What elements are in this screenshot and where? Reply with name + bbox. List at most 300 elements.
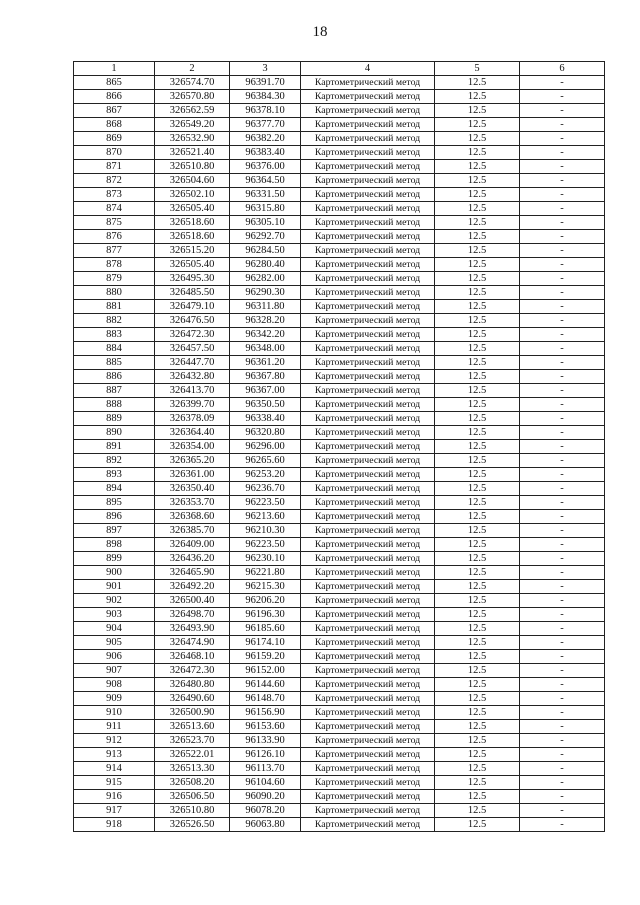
accuracy-cell: 12.5 xyxy=(435,566,520,580)
description-cell: - xyxy=(520,706,605,720)
y-coordinate-cell: 96113.70 xyxy=(230,762,301,776)
x-coordinate-cell: 326506.50 xyxy=(155,790,230,804)
accuracy-cell: 12.5 xyxy=(435,636,520,650)
description-cell: - xyxy=(520,118,605,132)
method-cell: Картометрический метод xyxy=(301,412,435,426)
description-cell: - xyxy=(520,342,605,356)
y-coordinate-cell: 96296.00 xyxy=(230,440,301,454)
method-cell: Картометрический метод xyxy=(301,776,435,790)
description-cell: - xyxy=(520,790,605,804)
method-cell: Картометрический метод xyxy=(301,818,435,832)
table-row xyxy=(74,622,605,636)
table-row xyxy=(74,776,605,790)
accuracy-cell: 12.5 xyxy=(435,468,520,482)
x-coordinate-cell: 326495.30 xyxy=(155,272,230,286)
table-row xyxy=(74,734,605,748)
method-cell: Картометрический метод xyxy=(301,272,435,286)
x-coordinate-cell: 326465.90 xyxy=(155,566,230,580)
description-cell: - xyxy=(520,524,605,538)
point-number-cell: 880 xyxy=(74,286,155,300)
x-coordinate-cell: 326468.10 xyxy=(155,650,230,664)
description-cell: - xyxy=(520,244,605,258)
accuracy-cell: 12.5 xyxy=(435,496,520,510)
column-header: 4 xyxy=(301,62,435,76)
y-coordinate-cell: 96063.80 xyxy=(230,818,301,832)
description-cell: - xyxy=(520,356,605,370)
table-row xyxy=(74,272,605,286)
accuracy-cell: 12.5 xyxy=(435,580,520,594)
x-coordinate-cell: 326447.70 xyxy=(155,356,230,370)
method-cell: Картометрический метод xyxy=(301,300,435,314)
method-cell: Картометрический метод xyxy=(301,160,435,174)
point-number-cell: 896 xyxy=(74,510,155,524)
point-number-cell: 888 xyxy=(74,398,155,412)
table-row xyxy=(74,804,605,818)
y-coordinate-cell: 96148.70 xyxy=(230,692,301,706)
y-coordinate-cell: 96384.30 xyxy=(230,90,301,104)
description-cell: - xyxy=(520,132,605,146)
method-cell: Картометрический метод xyxy=(301,538,435,552)
point-number-cell: 916 xyxy=(74,790,155,804)
method-cell: Картометрический метод xyxy=(301,496,435,510)
point-number-cell: 875 xyxy=(74,216,155,230)
x-coordinate-cell: 326508.20 xyxy=(155,776,230,790)
x-coordinate-cell: 326457.50 xyxy=(155,342,230,356)
method-cell: Картометрический метод xyxy=(301,608,435,622)
table-row xyxy=(74,398,605,412)
y-coordinate-cell: 96320.80 xyxy=(230,426,301,440)
accuracy-cell: 12.5 xyxy=(435,734,520,748)
y-coordinate-cell: 96348.00 xyxy=(230,342,301,356)
accuracy-cell: 12.5 xyxy=(435,776,520,790)
y-coordinate-cell: 96377.70 xyxy=(230,118,301,132)
description-cell: - xyxy=(520,90,605,104)
x-coordinate-cell: 326515.20 xyxy=(155,244,230,258)
table-row xyxy=(74,90,605,104)
column-header: 3 xyxy=(230,62,301,76)
table-row xyxy=(74,370,605,384)
x-coordinate-cell: 326353.70 xyxy=(155,496,230,510)
description-cell: - xyxy=(520,580,605,594)
point-number-cell: 881 xyxy=(74,300,155,314)
y-coordinate-cell: 96350.50 xyxy=(230,398,301,412)
accuracy-cell: 12.5 xyxy=(435,440,520,454)
table-row xyxy=(74,496,605,510)
method-cell: Картометрический метод xyxy=(301,594,435,608)
table-row xyxy=(74,132,605,146)
x-coordinate-cell: 326510.80 xyxy=(155,804,230,818)
table-row xyxy=(74,818,605,832)
method-cell: Картометрический метод xyxy=(301,258,435,272)
column-header: 1 xyxy=(74,62,155,76)
method-cell: Картометрический метод xyxy=(301,202,435,216)
point-number-cell: 865 xyxy=(74,76,155,90)
accuracy-cell: 12.5 xyxy=(435,706,520,720)
table-row xyxy=(74,188,605,202)
description-cell: - xyxy=(520,482,605,496)
table-row xyxy=(74,664,605,678)
method-cell: Картометрический метод xyxy=(301,580,435,594)
accuracy-cell: 12.5 xyxy=(435,412,520,426)
x-coordinate-cell: 326505.40 xyxy=(155,258,230,272)
table-row xyxy=(74,244,605,258)
y-coordinate-cell: 96290.30 xyxy=(230,286,301,300)
point-number-cell: 894 xyxy=(74,482,155,496)
point-number-cell: 876 xyxy=(74,230,155,244)
table-row xyxy=(74,468,605,482)
y-coordinate-cell: 96156.90 xyxy=(230,706,301,720)
table-row xyxy=(74,104,605,118)
table-header xyxy=(74,62,605,76)
description-cell: - xyxy=(520,678,605,692)
table-row xyxy=(74,314,605,328)
x-coordinate-cell: 326368.60 xyxy=(155,510,230,524)
point-number-cell: 918 xyxy=(74,818,155,832)
description-cell: - xyxy=(520,76,605,90)
table-row xyxy=(74,762,605,776)
point-number-cell: 910 xyxy=(74,706,155,720)
x-coordinate-cell: 326399.70 xyxy=(155,398,230,412)
method-cell: Картометрический метод xyxy=(301,90,435,104)
x-coordinate-cell: 326500.90 xyxy=(155,706,230,720)
accuracy-cell: 12.5 xyxy=(435,678,520,692)
accuracy-cell: 12.5 xyxy=(435,202,520,216)
y-coordinate-cell: 96236.70 xyxy=(230,482,301,496)
accuracy-cell: 12.5 xyxy=(435,608,520,622)
accuracy-cell: 12.5 xyxy=(435,342,520,356)
y-coordinate-cell: 96342.20 xyxy=(230,328,301,342)
table-row xyxy=(74,482,605,496)
point-number-cell: 904 xyxy=(74,622,155,636)
x-coordinate-cell: 326479.10 xyxy=(155,300,230,314)
table-row xyxy=(74,692,605,706)
accuracy-cell: 12.5 xyxy=(435,174,520,188)
y-coordinate-cell: 96361.20 xyxy=(230,356,301,370)
method-cell: Картометрический метод xyxy=(301,230,435,244)
accuracy-cell: 12.5 xyxy=(435,76,520,90)
accuracy-cell: 12.5 xyxy=(435,104,520,118)
table-row xyxy=(74,510,605,524)
method-cell: Картометрический метод xyxy=(301,398,435,412)
method-cell: Картометрический метод xyxy=(301,188,435,202)
y-coordinate-cell: 96391.70 xyxy=(230,76,301,90)
accuracy-cell: 12.5 xyxy=(435,510,520,524)
method-cell: Картометрический метод xyxy=(301,454,435,468)
accuracy-cell: 12.5 xyxy=(435,370,520,384)
y-coordinate-cell: 96311.80 xyxy=(230,300,301,314)
point-number-cell: 898 xyxy=(74,538,155,552)
y-coordinate-cell: 96126.10 xyxy=(230,748,301,762)
y-coordinate-cell: 96328.20 xyxy=(230,314,301,328)
page-number: 18 xyxy=(312,24,328,40)
x-coordinate-cell: 326521.40 xyxy=(155,146,230,160)
x-coordinate-cell: 326562.59 xyxy=(155,104,230,118)
description-cell: - xyxy=(520,552,605,566)
x-coordinate-cell: 326472.30 xyxy=(155,664,230,678)
y-coordinate-cell: 96104.60 xyxy=(230,776,301,790)
table-row xyxy=(74,174,605,188)
point-number-cell: 893 xyxy=(74,468,155,482)
x-coordinate-cell: 326480.80 xyxy=(155,678,230,692)
description-cell: - xyxy=(520,286,605,300)
point-number-cell: 871 xyxy=(74,160,155,174)
table-row xyxy=(74,286,605,300)
y-coordinate-cell: 96230.10 xyxy=(230,552,301,566)
accuracy-cell: 12.5 xyxy=(435,230,520,244)
y-coordinate-cell: 96367.80 xyxy=(230,370,301,384)
accuracy-cell: 12.5 xyxy=(435,398,520,412)
method-cell: Картометрический метод xyxy=(301,244,435,258)
method-cell: Картометрический метод xyxy=(301,734,435,748)
y-coordinate-cell: 96382.20 xyxy=(230,132,301,146)
x-coordinate-cell: 326492.20 xyxy=(155,580,230,594)
table-row xyxy=(74,412,605,426)
accuracy-cell: 12.5 xyxy=(435,482,520,496)
point-number-cell: 909 xyxy=(74,692,155,706)
table-row xyxy=(74,328,605,342)
method-cell: Картометрический метод xyxy=(301,650,435,664)
accuracy-cell: 12.5 xyxy=(435,188,520,202)
point-number-cell: 900 xyxy=(74,566,155,580)
y-coordinate-cell: 96174.10 xyxy=(230,636,301,650)
table-row xyxy=(74,230,605,244)
y-coordinate-cell: 96383.40 xyxy=(230,146,301,160)
method-cell: Картометрический метод xyxy=(301,426,435,440)
point-number-cell: 869 xyxy=(74,132,155,146)
description-cell: - xyxy=(520,720,605,734)
description-cell: - xyxy=(520,748,605,762)
accuracy-cell: 12.5 xyxy=(435,650,520,664)
accuracy-cell: 12.5 xyxy=(435,328,520,342)
y-coordinate-cell: 96280.40 xyxy=(230,258,301,272)
x-coordinate-cell: 326522.01 xyxy=(155,748,230,762)
accuracy-cell: 12.5 xyxy=(435,664,520,678)
table-row xyxy=(74,594,605,608)
x-coordinate-cell: 326518.60 xyxy=(155,230,230,244)
accuracy-cell: 12.5 xyxy=(435,426,520,440)
description-cell: - xyxy=(520,454,605,468)
point-number-cell: 899 xyxy=(74,552,155,566)
x-coordinate-cell: 326350.40 xyxy=(155,482,230,496)
x-coordinate-cell: 326409.00 xyxy=(155,538,230,552)
accuracy-cell: 12.5 xyxy=(435,132,520,146)
x-coordinate-cell: 326413.70 xyxy=(155,384,230,398)
x-coordinate-cell: 326532.90 xyxy=(155,132,230,146)
table-row xyxy=(74,440,605,454)
description-cell: - xyxy=(520,762,605,776)
description-cell: - xyxy=(520,188,605,202)
x-coordinate-cell: 326485.50 xyxy=(155,286,230,300)
table-row xyxy=(74,748,605,762)
point-number-cell: 886 xyxy=(74,370,155,384)
description-cell: - xyxy=(520,104,605,118)
description-cell: - xyxy=(520,510,605,524)
table-row xyxy=(74,790,605,804)
x-coordinate-cell: 326476.50 xyxy=(155,314,230,328)
point-number-cell: 879 xyxy=(74,272,155,286)
description-cell: - xyxy=(520,594,605,608)
point-number-cell: 901 xyxy=(74,580,155,594)
x-coordinate-cell: 326474.90 xyxy=(155,636,230,650)
accuracy-cell: 12.5 xyxy=(435,272,520,286)
accuracy-cell: 12.5 xyxy=(435,804,520,818)
y-coordinate-cell: 96215.30 xyxy=(230,580,301,594)
description-cell: - xyxy=(520,426,605,440)
y-coordinate-cell: 96284.50 xyxy=(230,244,301,258)
table-row xyxy=(74,608,605,622)
y-coordinate-cell: 96159.20 xyxy=(230,650,301,664)
point-number-cell: 908 xyxy=(74,678,155,692)
table-row xyxy=(74,216,605,230)
table-row xyxy=(74,454,605,468)
point-number-cell: 902 xyxy=(74,594,155,608)
x-coordinate-cell: 326364.40 xyxy=(155,426,230,440)
point-number-cell: 884 xyxy=(74,342,155,356)
table-row xyxy=(74,524,605,538)
table-row xyxy=(74,552,605,566)
table-row xyxy=(74,580,605,594)
y-coordinate-cell: 96153.60 xyxy=(230,720,301,734)
point-number-cell: 913 xyxy=(74,748,155,762)
table-body xyxy=(74,76,605,832)
point-number-cell: 907 xyxy=(74,664,155,678)
point-number-cell: 912 xyxy=(74,734,155,748)
description-cell: - xyxy=(520,804,605,818)
x-coordinate-cell: 326493.90 xyxy=(155,622,230,636)
point-number-cell: 903 xyxy=(74,608,155,622)
method-cell: Картометрический метод xyxy=(301,132,435,146)
point-number-cell: 892 xyxy=(74,454,155,468)
y-coordinate-cell: 96144.60 xyxy=(230,678,301,692)
description-cell: - xyxy=(520,636,605,650)
description-cell: - xyxy=(520,734,605,748)
description-cell: - xyxy=(520,160,605,174)
method-cell: Картометрический метод xyxy=(301,720,435,734)
accuracy-cell: 12.5 xyxy=(435,454,520,468)
method-cell: Картометрический метод xyxy=(301,356,435,370)
y-coordinate-cell: 96133.90 xyxy=(230,734,301,748)
point-number-cell: 874 xyxy=(74,202,155,216)
description-cell: - xyxy=(520,664,605,678)
point-number-cell: 891 xyxy=(74,440,155,454)
accuracy-cell: 12.5 xyxy=(435,314,520,328)
description-cell: - xyxy=(520,776,605,790)
accuracy-cell: 12.5 xyxy=(435,356,520,370)
accuracy-cell: 12.5 xyxy=(435,524,520,538)
y-coordinate-cell: 96253.20 xyxy=(230,468,301,482)
table-row xyxy=(74,356,605,370)
description-cell: - xyxy=(520,398,605,412)
accuracy-cell: 12.5 xyxy=(435,594,520,608)
point-number-cell: 866 xyxy=(74,90,155,104)
method-cell: Картометрический метод xyxy=(301,104,435,118)
x-coordinate-cell: 326354.00 xyxy=(155,440,230,454)
table-row xyxy=(74,678,605,692)
method-cell: Картометрический метод xyxy=(301,314,435,328)
method-cell: Картометрический метод xyxy=(301,622,435,636)
x-coordinate-cell: 326510.80 xyxy=(155,160,230,174)
method-cell: Картометрический метод xyxy=(301,664,435,678)
method-cell: Картометрический метод xyxy=(301,286,435,300)
x-coordinate-cell: 326498.70 xyxy=(155,608,230,622)
y-coordinate-cell: 96378.10 xyxy=(230,104,301,118)
accuracy-cell: 12.5 xyxy=(435,160,520,174)
accuracy-cell: 12.5 xyxy=(435,538,520,552)
x-coordinate-cell: 326523.70 xyxy=(155,734,230,748)
accuracy-cell: 12.5 xyxy=(435,300,520,314)
description-cell: - xyxy=(520,538,605,552)
description-cell: - xyxy=(520,146,605,160)
y-coordinate-cell: 96078.20 xyxy=(230,804,301,818)
header-row xyxy=(74,62,605,76)
x-coordinate-cell: 326513.30 xyxy=(155,762,230,776)
method-cell: Картометрический метод xyxy=(301,440,435,454)
accuracy-cell: 12.5 xyxy=(435,692,520,706)
y-coordinate-cell: 96185.60 xyxy=(230,622,301,636)
point-number-cell: 897 xyxy=(74,524,155,538)
y-coordinate-cell: 96331.50 xyxy=(230,188,301,202)
point-number-cell: 872 xyxy=(74,174,155,188)
x-coordinate-cell: 326472.30 xyxy=(155,328,230,342)
method-cell: Картометрический метод xyxy=(301,636,435,650)
method-cell: Картометрический метод xyxy=(301,804,435,818)
table-row xyxy=(74,650,605,664)
table-row xyxy=(74,538,605,552)
table-row xyxy=(74,76,605,90)
x-coordinate-cell: 326365.20 xyxy=(155,454,230,468)
x-coordinate-cell: 326518.60 xyxy=(155,216,230,230)
point-number-cell: 882 xyxy=(74,314,155,328)
description-cell: - xyxy=(520,258,605,272)
point-number-cell: 917 xyxy=(74,804,155,818)
accuracy-cell: 12.5 xyxy=(435,720,520,734)
point-number-cell: 915 xyxy=(74,776,155,790)
method-cell: Картометрический метод xyxy=(301,482,435,496)
x-coordinate-cell: 326549.20 xyxy=(155,118,230,132)
method-cell: Картометрический метод xyxy=(301,118,435,132)
description-cell: - xyxy=(520,440,605,454)
x-coordinate-cell: 326432.80 xyxy=(155,370,230,384)
y-coordinate-cell: 96364.50 xyxy=(230,174,301,188)
description-cell: - xyxy=(520,412,605,426)
table-row xyxy=(74,636,605,650)
accuracy-cell: 12.5 xyxy=(435,216,520,230)
column-header: 6 xyxy=(520,62,605,76)
x-coordinate-cell: 326502.10 xyxy=(155,188,230,202)
description-cell: - xyxy=(520,216,605,230)
method-cell: Картометрический метод xyxy=(301,748,435,762)
method-cell: Картометрический метод xyxy=(301,370,435,384)
description-cell: - xyxy=(520,370,605,384)
y-coordinate-cell: 96221.80 xyxy=(230,566,301,580)
y-coordinate-cell: 96090.20 xyxy=(230,790,301,804)
description-cell: - xyxy=(520,384,605,398)
point-number-cell: 885 xyxy=(74,356,155,370)
x-coordinate-cell: 326378.09 xyxy=(155,412,230,426)
y-coordinate-cell: 96367.00 xyxy=(230,384,301,398)
point-number-cell: 870 xyxy=(74,146,155,160)
point-number-cell: 889 xyxy=(74,412,155,426)
point-number-cell: 873 xyxy=(74,188,155,202)
y-coordinate-cell: 96315.80 xyxy=(230,202,301,216)
table-row xyxy=(74,202,605,216)
method-cell: Картометрический метод xyxy=(301,510,435,524)
x-coordinate-cell: 326385.70 xyxy=(155,524,230,538)
x-coordinate-cell: 326490.60 xyxy=(155,692,230,706)
table-row xyxy=(74,426,605,440)
table-row xyxy=(74,146,605,160)
method-cell: Картометрический метод xyxy=(301,468,435,482)
